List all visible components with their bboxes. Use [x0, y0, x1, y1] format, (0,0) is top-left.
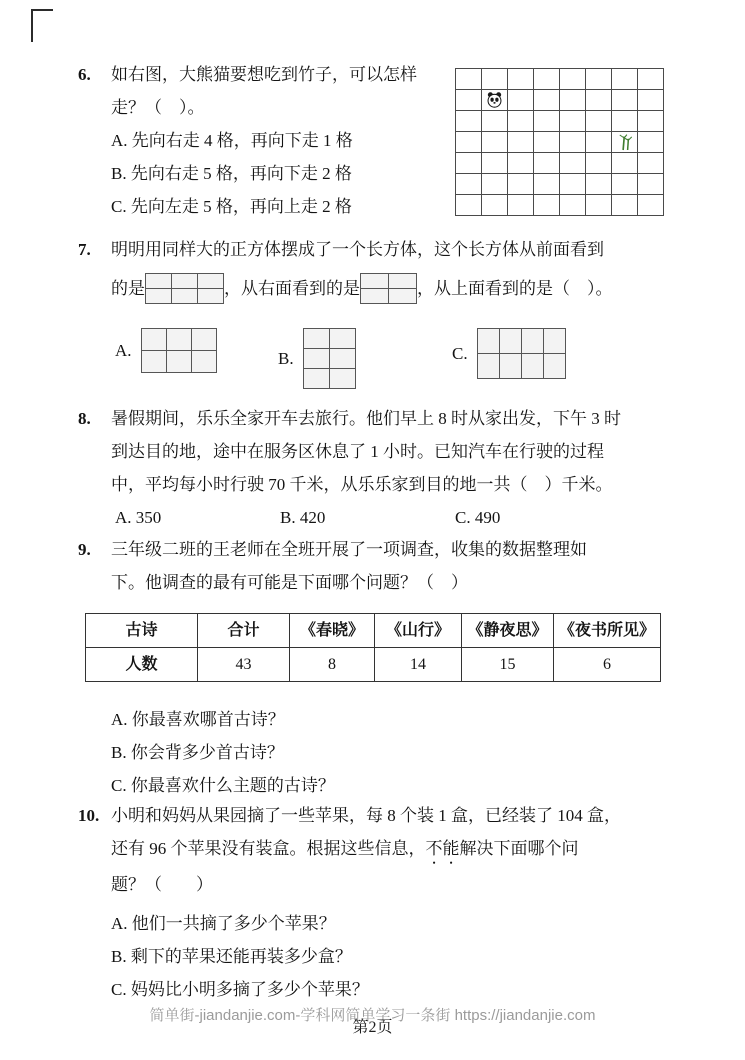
page-number: 第2页 [352, 1019, 393, 1036]
grid-cell [508, 132, 534, 153]
grid-cell [586, 153, 612, 174]
grid-cell [482, 132, 508, 153]
text-segment: 的是 [111, 278, 145, 298]
grid-cell [456, 132, 482, 153]
grid-cell [198, 289, 224, 304]
question-text: 走？（ ）。 [111, 98, 205, 117]
table-cell: 43 [198, 648, 290, 682]
question-text-with-views [111, 266, 672, 310]
options-row [111, 328, 672, 398]
options-list [111, 907, 672, 1006]
question-number: 6. [78, 65, 91, 84]
options-list [78, 703, 672, 802]
question-text: 暑假期间，乐乐全家开车去旅行。他们早上 8 时从家出发，下午 3 时 [111, 409, 621, 428]
grid-cell [508, 111, 534, 132]
grid-cell [508, 153, 534, 174]
grid-cell [478, 329, 500, 354]
grid-cell [534, 90, 560, 111]
grid-cell [508, 69, 534, 90]
question-number: 8. [78, 409, 91, 428]
grid-cell [389, 289, 417, 304]
question-text: 三年级二班的王老师在全班开展了一项调查，收集的数据整理如 [111, 540, 587, 559]
front-view-grid [145, 273, 224, 304]
grid-cell [482, 90, 508, 111]
grid-cell [482, 153, 508, 174]
grid-cell [586, 111, 612, 132]
option-a: A. 他们一共摘了多少个苹果？ [111, 914, 336, 933]
grid-cell [544, 329, 566, 354]
option-c: C. 你最喜欢什么主题的古诗？ [111, 776, 335, 795]
grid-cell [500, 329, 522, 354]
grid-cell [522, 354, 544, 379]
grid-cell [192, 329, 217, 351]
grid-cell [482, 111, 508, 132]
grid-cell [456, 174, 482, 195]
table-cell: 6 [554, 648, 661, 682]
option-b: B. 剩下的苹果还能再装多少盒？ [111, 947, 352, 966]
grid-cell [560, 90, 586, 111]
grid-cell [198, 274, 224, 289]
grid-cell [638, 174, 664, 195]
question-number: 7. [78, 240, 91, 259]
grid-cell [638, 195, 664, 216]
table-cell: 8 [290, 648, 375, 682]
option-label: B. [278, 349, 294, 368]
question-8 [78, 402, 672, 534]
answer-grid-c [477, 328, 566, 379]
grid-cell [304, 369, 330, 389]
grid-cell [330, 349, 356, 369]
option-c: C. 先向左走 5 格，再向上走 2 格 [111, 197, 352, 216]
grid-cell [534, 174, 560, 195]
grid-cell [478, 354, 500, 379]
option-a [115, 328, 217, 373]
question-number: 9. [78, 540, 91, 559]
option-label: A. [115, 341, 132, 360]
grid-cell [534, 153, 560, 174]
grid-cell [586, 69, 612, 90]
option-a: A. 你最喜欢哪首古诗？ [111, 710, 285, 729]
grid-cell [612, 132, 638, 153]
grid-cell [586, 174, 612, 195]
option-b: B. 420 [280, 508, 326, 527]
question-text: 明明用同样大的正方体摆成了一个长方体，这个长方体从前面看到 [111, 240, 604, 259]
grid-cell [534, 132, 560, 153]
grid-cell [482, 69, 508, 90]
option-b: B. 你会背多少首古诗？ [111, 743, 284, 762]
grid-cell [508, 90, 534, 111]
table-header-cell: 《春晓》 [290, 614, 375, 648]
grid-cell [612, 195, 638, 216]
grid-cell [638, 90, 664, 111]
grid-cell [586, 132, 612, 153]
grid-cell [522, 329, 544, 354]
grid-cell [560, 174, 586, 195]
grid-cell [142, 351, 167, 373]
table-cell: 人数 [86, 648, 198, 682]
grid-cell [172, 289, 198, 304]
question-number: 10. [78, 806, 100, 825]
question-text: 到达目的地，途中在服务区休息了 1 小时。已知汽车在行驶的过程 [111, 442, 604, 461]
grid-cell [560, 111, 586, 132]
grid-cell [612, 111, 638, 132]
grid-cell [482, 195, 508, 216]
bamboo-icon [616, 133, 634, 152]
option-label: C. [452, 344, 468, 363]
grid-cell [456, 90, 482, 111]
option-c [452, 328, 566, 379]
panda-icon [485, 91, 504, 109]
question-text: 小明和妈妈从果园摘了一些苹果，每 8 个装 1 盒，已经装了 104 盒， [111, 806, 621, 825]
grid-cell [330, 329, 356, 349]
text-segment: ，从上面看到的是（ ）。 [417, 278, 613, 298]
grid-cell [612, 90, 638, 111]
grid-cell [612, 153, 638, 174]
grid-cell [456, 111, 482, 132]
grid-cell [456, 69, 482, 90]
answer-grid-b [303, 328, 356, 389]
grid-cell [560, 69, 586, 90]
question-text [111, 832, 672, 868]
table-header-cell: 《夜书所见》 [554, 614, 661, 648]
grid-cell [544, 354, 566, 379]
table-header-cell: 《静夜思》 [462, 614, 554, 648]
grid-cell [146, 289, 172, 304]
question-10 [78, 799, 672, 1006]
table-row [86, 614, 661, 648]
grid-cell [638, 69, 664, 90]
grid-cell [560, 195, 586, 216]
grid-cell [534, 195, 560, 216]
grid-cell [586, 90, 612, 111]
grid-cell [508, 195, 534, 216]
grid-cell [586, 195, 612, 216]
option-b: B. 先向右走 5 格，再向下走 2 格 [111, 164, 352, 183]
table-header-cell: 合计 [198, 614, 290, 648]
grid-cell [304, 349, 330, 369]
grid-cell [612, 174, 638, 195]
panda-bamboo-grid [455, 68, 664, 216]
option-b [278, 328, 356, 389]
grid-cell [534, 69, 560, 90]
question-6 [78, 58, 672, 223]
grid-cell [330, 369, 356, 389]
table-header-cell: 古诗 [86, 614, 198, 648]
footer-watermark: 简单街-jiandanjie.com-学科网简单学习一条街 https://jiandanjie.com [149, 1007, 596, 1024]
grid-cell [142, 329, 167, 351]
option-a: A. 先向右走 4 格，再向下走 1 格 [111, 131, 353, 150]
grid-cell [361, 274, 389, 289]
answer-grid-a [141, 328, 217, 373]
right-view-grid [360, 273, 417, 304]
grid-cell [146, 274, 172, 289]
question-9 [78, 533, 672, 802]
question-7 [78, 233, 672, 398]
text-segment: ，从右面看到的是 [224, 278, 360, 298]
grid-cell [389, 274, 417, 289]
page-corner-border [31, 9, 53, 42]
table-header-cell: 《山行》 [375, 614, 462, 648]
grid-cell [612, 69, 638, 90]
grid-cell [361, 289, 389, 304]
grid-cell [638, 153, 664, 174]
option-c: C. 490 [455, 508, 501, 527]
grid-cell [638, 132, 664, 153]
grid-cell [167, 329, 192, 351]
question-text: 题？（ ） [111, 875, 213, 894]
grid-cell [500, 354, 522, 379]
grid-cell [534, 111, 560, 132]
options-row [111, 501, 672, 534]
question-text: 如右图，大熊猫要想吃到竹子，可以怎样 [111, 65, 417, 84]
grid-cell [456, 195, 482, 216]
grid-cell [508, 174, 534, 195]
grid-cell [167, 351, 192, 373]
question-text: 下。他调查的最有可能是下面哪个问题？（ ） [111, 573, 468, 592]
option-a: A. 350 [115, 508, 162, 527]
table-cell: 15 [462, 648, 554, 682]
question-text: 中，平均每小时行驶 70 千米，从乐乐家到目的地一共（ ）千米。 [111, 475, 613, 494]
grid-cell [638, 111, 664, 132]
table-row [86, 648, 661, 682]
option-c: C. 妈妈比小明多摘了多少个苹果？ [111, 980, 369, 999]
grid-cell [192, 351, 217, 373]
grid-cell [304, 329, 330, 349]
text-segment: 还有 96 个苹果没有装盒。根据这些信息， [111, 839, 426, 858]
table-cell: 14 [375, 648, 462, 682]
grid-cell [560, 153, 586, 174]
grid-cell [456, 153, 482, 174]
text-segment: 解决下面哪个问 [459, 839, 579, 858]
survey-table [85, 613, 661, 682]
emphasized-text: 不能 [425, 839, 460, 858]
grid-cell [172, 274, 198, 289]
grid-cell [482, 174, 508, 195]
grid-cell [560, 132, 586, 153]
